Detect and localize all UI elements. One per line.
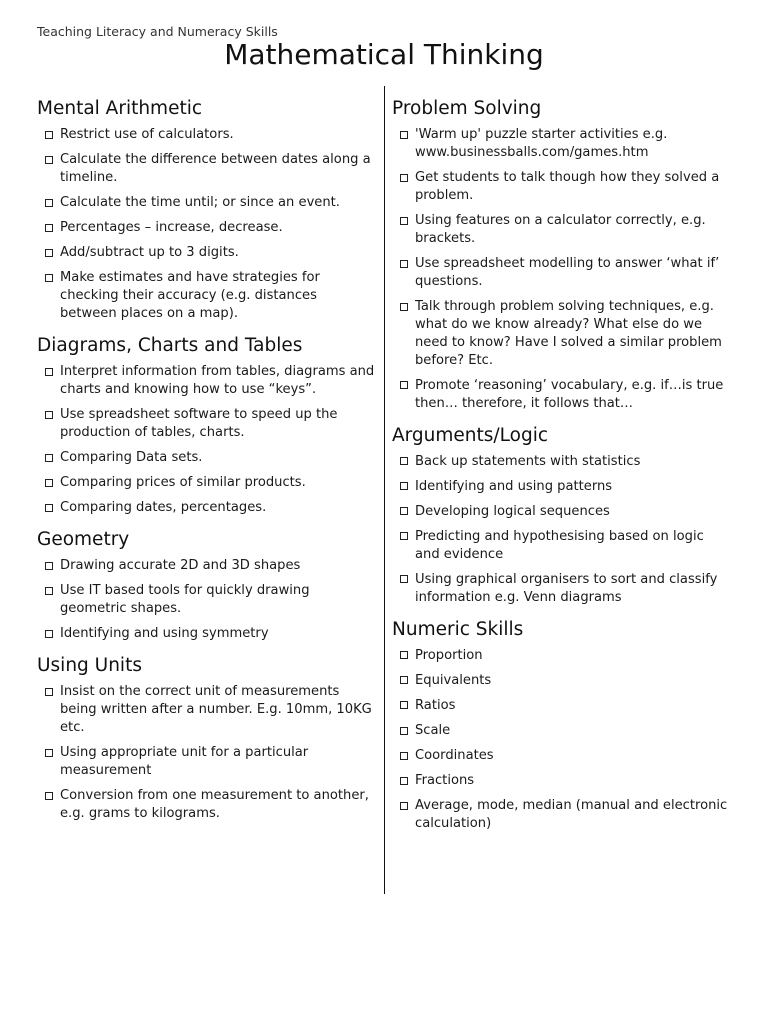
checkbox-icon [400,381,408,389]
checkbox-icon [400,727,408,735]
checklist-item [37,582,377,618]
right-column [392,97,732,844]
checklist-item [392,697,732,715]
checkbox-icon [400,777,408,785]
checklist [37,363,377,517]
checklist-item-text: Calculate the time until; or since an event. [60,195,340,211]
checklist-item-text: Using appropriate unit for a particular measurement [60,745,309,778]
checklist-item-text: 'Warm up' puzzle starter activities e.g. www.businessballs.com/games.htm [415,127,668,160]
checkbox-icon [45,131,53,139]
checklist-item [392,797,732,833]
checklist-item-text: Identifying and using patterns [415,478,613,494]
section-heading: Diagrams, Charts and Tables [37,335,303,357]
checklist-item [37,449,377,467]
checklist-item [392,478,732,496]
checklist [392,126,732,413]
checklist-item-text: Comparing prices of similar products. [60,475,306,491]
section-heading: Mental Arithmetic [37,98,203,119]
checkbox-icon [45,411,53,419]
checklist-item [37,406,377,442]
checklist-item-text: Identifying and using symmetry [60,626,269,642]
checkbox-icon [400,217,408,225]
section-numeric-skills [392,618,732,833]
checklist-item-text: Make estimates and have strategies for checking their accuracy (e.g. distances between places on a map). [60,270,320,322]
checklist-item [392,528,732,564]
checkbox-icon [45,224,53,232]
checklist-item-text: Fractions [415,773,475,789]
checkbox-icon [400,651,408,659]
checkbox-icon [45,504,53,512]
checklist-item [37,625,377,643]
checkbox-icon [400,575,408,583]
checklist-item [37,151,377,187]
checklist-item-text: Comparing Data sets. [60,450,203,466]
checklist-item-text: Proportion [415,647,483,663]
checklist-item-text: Use IT based tools for quickly drawing geometric shapes. [60,583,310,617]
checklist-item-text: Add/subtract up to 3 digits. [60,245,239,261]
checkbox-icon [400,507,408,515]
checkbox-icon [400,701,408,709]
checklist-item-text: Interpret information from tables, diagrams and charts and knowing how to use “keys”. [60,364,375,397]
checklist-item-text: Using features on a calculator correctly, e.g. brackets. [415,213,706,246]
checkbox-icon [45,587,53,595]
checklist-item-text: Comparing dates, percentages. [60,500,267,516]
section-mental-arithmetic [37,97,377,323]
checklist-item [37,269,377,323]
section-geometry [37,528,377,643]
checkbox-icon [45,630,53,638]
checklist-item-text: Using graphical organisers to sort and classify information e.g. Venn diagrams [415,571,718,605]
checklist-item-text: Developing logical sequences [415,503,610,519]
checklist-item [37,244,377,262]
checklist-item-text: Talk through problem solving techniques, e.g. what do we know already? What else do we need to know? Have I solved a similar problem before? Etc. [415,299,722,368]
checkbox-icon [400,802,408,810]
checkbox-icon [45,792,53,800]
checklist-item-text: Get students to talk though how they solved a problem. [415,170,720,203]
checklist-item-text: Use spreadsheet software to speed up the production of tables, charts. [60,407,338,440]
checklist-item [392,212,732,248]
checklist-item [392,503,732,521]
checklist-item-text: Ratios [415,697,456,713]
left-column [37,97,377,834]
checkbox-icon [45,749,53,757]
section-heading: Arguments/Logic [392,424,549,446]
checklist-item [37,499,377,517]
checklist-item [392,255,732,291]
checklist-item-text: Scale [415,723,451,738]
checklist-item [392,747,732,765]
checklist-item-text: Insist on the correct unit of measurements being written after a number. E.g. 10mm, 10KG etc. [60,684,372,735]
checklist [37,126,377,323]
checkbox-icon [45,479,53,487]
checkbox-icon [45,368,53,376]
checklist-item [37,744,377,780]
checklist-item [392,772,732,790]
checklist-item-text: Predicting and hypothesising based on logic and evidence [415,528,704,562]
checkbox-icon [400,303,408,311]
section-heading: Numeric Skills [392,618,524,640]
page-subtitle: Teaching Literacy and Numeracy Skills [37,24,278,39]
checklist-item-text: Promote ‘reasoning’ vocabulary, e.g. if…is true then… therefore, it follows that… [415,377,724,411]
section-diagrams-charts-and-tables [37,334,377,517]
checkbox-icon [45,562,53,570]
checkbox-icon [400,174,408,182]
checklist-item [392,722,732,740]
section-heading: Problem Solving [392,98,542,119]
checklist-item [392,647,732,665]
checklist-item [37,126,377,144]
checklist-item-text: Calculate the difference between dates along a timeline. [60,152,371,185]
checkbox-icon [45,199,53,207]
checkbox-icon [400,752,408,760]
checklist [392,453,732,607]
checklist-item [37,194,377,212]
checklist-item-text: Use spreadsheet modelling to answer ‘what if’ questions. [415,256,720,289]
section-heading: Geometry [37,529,130,551]
checklist-item-text: Drawing accurate 2D and 3D shapes [60,558,301,574]
section-problem-solving [392,97,732,413]
checkbox-icon [45,249,53,257]
checklist-item-text: Equivalents [415,672,492,688]
checklist-item [392,453,732,471]
checklist-item [392,672,732,690]
checkbox-icon [45,274,53,282]
checklist-item [37,474,377,492]
checkbox-icon [45,688,53,696]
section-arguments-logic [392,424,732,607]
checkbox-icon [400,676,408,684]
checkbox-icon [400,457,408,465]
checklist [392,647,732,833]
checklist [37,557,377,643]
checklist-item-text: Restrict use of calculators. [60,127,234,142]
checkbox-icon [45,156,53,164]
checklist-item-text: Percentages – increase, decrease. [60,220,283,236]
checklist-item [37,683,377,737]
checklist-item-text: Back up statements with statistics [415,453,641,469]
checklist-item [392,126,732,162]
checklist-item [392,377,732,413]
checklist-item [37,787,377,823]
checkbox-icon [400,482,408,490]
page-title: Mathematical Thinking [224,38,544,71]
checkbox-icon [45,454,53,462]
checkbox-icon [400,532,408,540]
checkbox-icon [400,131,408,139]
checklist-item [37,363,377,399]
checklist [37,683,377,823]
checklist-item-text: Conversion from one measurement to another, e.g. grams to kilograms. [60,788,369,821]
column-divider [384,86,385,894]
checklist-item [37,557,377,575]
checkbox-icon [400,260,408,268]
checklist-item [392,298,732,370]
section-heading: Using Units [37,655,142,677]
checklist-item-text: Coordinates [415,748,494,764]
section-using-units [37,654,377,823]
checklist-item [37,219,377,237]
checklist-item-text: Average, mode, median (manual and electronic calculation) [415,798,728,832]
checklist-item [392,169,732,205]
checklist-item [392,571,732,607]
